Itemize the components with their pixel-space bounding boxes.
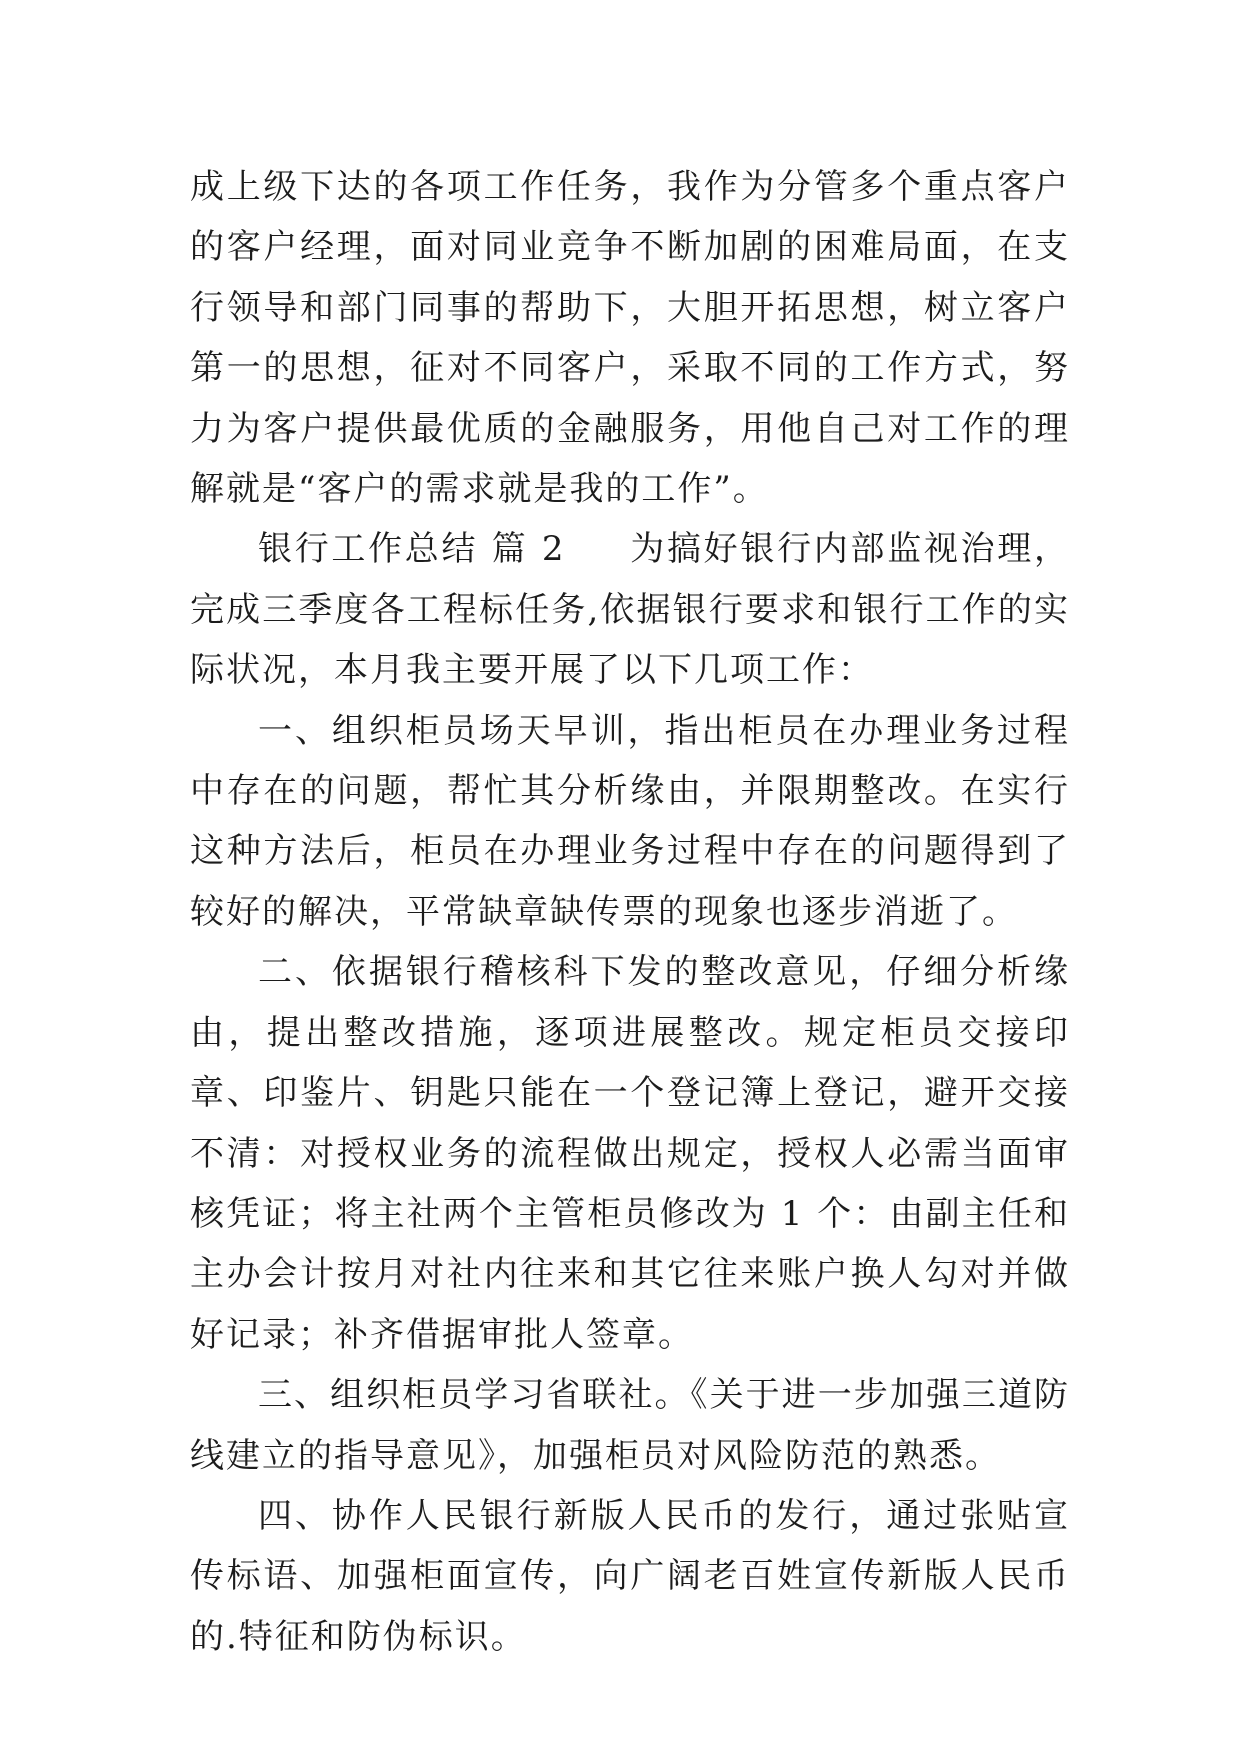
paragraph-item-4: 四、协作人民银行新版人民币的发行，通过张贴宣传标语、加强柜面宣传，向广阔老百姓宣传新版人民币的.特征和防伪标识。 [190, 1495, 1070, 1657]
paragraph-section-intro [190, 519, 1070, 700]
paragraph-item-2: 二、依据银行稽核科下发的整改意见，仔细分析缘由，提出整改措施，逐项进展整改。规定柜员交接印章、印鉴片、钥匙只能在一个登记簿上登记，避开交接不清：对授权业务的流程做出规定，授权人必需当面审核凭证；将主社两个主管柜员修改为 1 个：由副主任和主办会计按月对社内往来和其它往来账户换人勾对并做好记录；补齐借据审批人签章。 [190, 952, 1070, 1355]
paragraph-item-3: 三、组织柜员学习省联社。《关于进一步加强三道防线建立的指导意见》，加强柜员对风险防范的熟悉。 [190, 1375, 1070, 1476]
section-intro-text: 为搞好银行内部监视治理，完成三季度各工程标任务,依据银行要求和银行工作的实际状况，本月我主要开展了以下几项工作： [190, 529, 1071, 691]
paragraph-continuation: 成上级下达的各项工作任务，我作为分管多个重点客户的客户经理，面对同业竞争不断加剧的困难局面，在支行领导和部门同事的帮助下，大胆开拓思想，树立客户第一的思想，征对不同客户，采取不同的工作方式，努力为客户提供最优质的金融服务，用他自己对工作的理解就是“客户的需求就是我的工作”。 [190, 167, 1070, 510]
paragraph-item-1: 一、组织柜员场天早训，指出柜员在办理业务过程中存在的问题，帮忙其分析缘由，并限期整改。在实行这种方法后，柜员在办理业务过程中存在的问题得到了较好的解决，平常缺章缺传票的现象也逐步消逝了。 [190, 710, 1070, 932]
document-body [190, 157, 1070, 1667]
section-title: 银行工作总结 篇 2 [258, 529, 566, 570]
